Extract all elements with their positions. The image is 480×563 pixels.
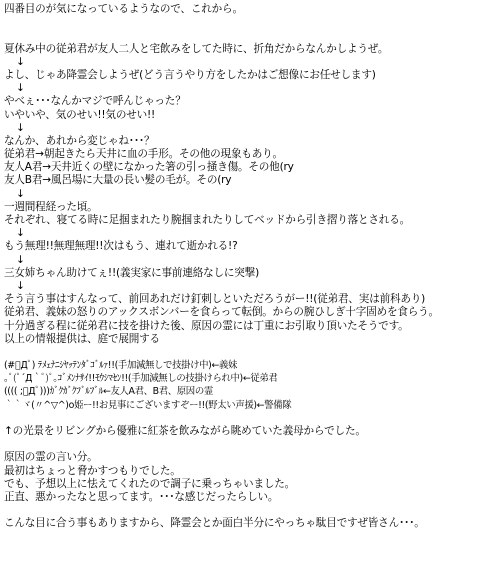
text-line: そう言う事はすんなって、前回あれだけ釘刺しといただろうがー!!(従弟君、実は前科あり) (4, 293, 426, 306)
text-line: 四番目のが気になっているようなので、これから。 (4, 3, 243, 15)
text-line: それぞれ、寝てる時に足掴まれたり腕掴まれたりしてベッドから引き摺り落とされる。 (4, 214, 410, 226)
down-arrow-icon: ↓ (16, 253, 25, 266)
blank-line (4, 29, 478, 42)
down-arrow-icon: ↓ (16, 55, 25, 68)
text-line: (#ﾟДﾟ) ﾃﾒｪﾅﾆｼﾔｯﾃﾝﾀﾞｺﾞﾙｧ!!(手加減無しで技掛け中)←義妹 (4, 360, 238, 372)
text-line: やべぇ･･･なんかマジで呼んじゃった？ (4, 95, 186, 108)
text-line: 十分過ぎる程に従弟君に技を掛けた後、原因の霊には丁重にお引取り頂いたそうです。 (4, 319, 409, 332)
blank-line (4, 346, 478, 359)
text-line: ｀｀ヾ(〃^▽^)o姫ー!!お見事にございますぞー!!(野太い声援)←警備隊 (4, 399, 292, 411)
blank-line (4, 504, 478, 517)
text-line: (((( ;ﾟДﾟ)))ｶﾞｸｶﾞｸﾌﾞﾙﾌﾞﾙ←友人A君、B君、原因の霊 (4, 386, 213, 398)
down-arrow-icon: ↓ (16, 187, 25, 200)
text-line: 三女姉ちゃん助けてぇ!!(義実家に事前連絡なしに突撃) (4, 266, 260, 279)
text-line: 従弟君→朝起きたら天井に血の手形。その他の現象もあり。 (4, 148, 283, 161)
text-line: こんな目に合う事もありますから、降霊会とか面白半分にやっちゃ駄目ですぜ皆さん･･･。 (4, 517, 425, 530)
text-line: なんか、あれから変じゃね･･･？ (4, 134, 155, 147)
text-line: 以上の情報提供は、庭で展開する (4, 332, 160, 345)
blank-line (4, 438, 478, 451)
down-arrow-icon: ↓ (16, 279, 25, 292)
text-line: 友人B君→風呂場に大量の長い髪の毛が。その(ry (4, 174, 232, 187)
text-line: ↑の光景をリビングから優雅に紅茶を飲みながら眺めていた義母からでした。 (4, 425, 366, 437)
down-arrow-icon: ↓ (16, 227, 25, 240)
text-line: 従弟君、義妹の怒りのアックスボンバーを食らって転倒。からの腕ひしぎ十字固めを食らう。 (4, 306, 439, 319)
text-line: でも、予想以上に怯えてくれたので調子に乗っちゃいました。 (4, 477, 296, 490)
text-line: 正直、悪かったなと思ってます。･･･な感じだったらしい。 (4, 490, 279, 503)
post-body (4, 3, 478, 531)
text-line: 原因の霊の言い分。 (4, 451, 98, 464)
blank-line (4, 412, 478, 425)
blank-line (4, 16, 478, 29)
text-line: 最初はちょっと脅かすつもりでした。 (4, 464, 181, 477)
text-line: 夏休み中の従弟君が友人二人と宅飲みをしてた時に、折角だからなんかしようぜ。 (4, 42, 389, 55)
down-arrow-icon: ↓ (16, 82, 25, 95)
text-line: いやいや、気のせい!!気のせい!! (4, 108, 156, 121)
text-line: もう無理!!無理無理!!次はもう、連れて逝かれる!? (4, 240, 238, 253)
text-line: ｡ﾟ(ﾟ´Д｀ﾟ)ﾟ｡ｺﾞﾒﾝﾅｻｲ!!ﾓｳｼﾏｾﾝ!!(手加減無しの技掛けられ中)←従弟君 (4, 373, 278, 385)
down-arrow-icon: ↓ (16, 121, 25, 134)
text-line: 一週間程経った頃。 (4, 200, 98, 213)
text-line: 友人A君→天井近くの壁になかった箸の引っ掻き傷。その他(ry (4, 161, 294, 174)
text-line: よし、じゃあ降霊会しようぜ(どう言うやり方をしたかはご想像にお任せします) (4, 68, 376, 81)
